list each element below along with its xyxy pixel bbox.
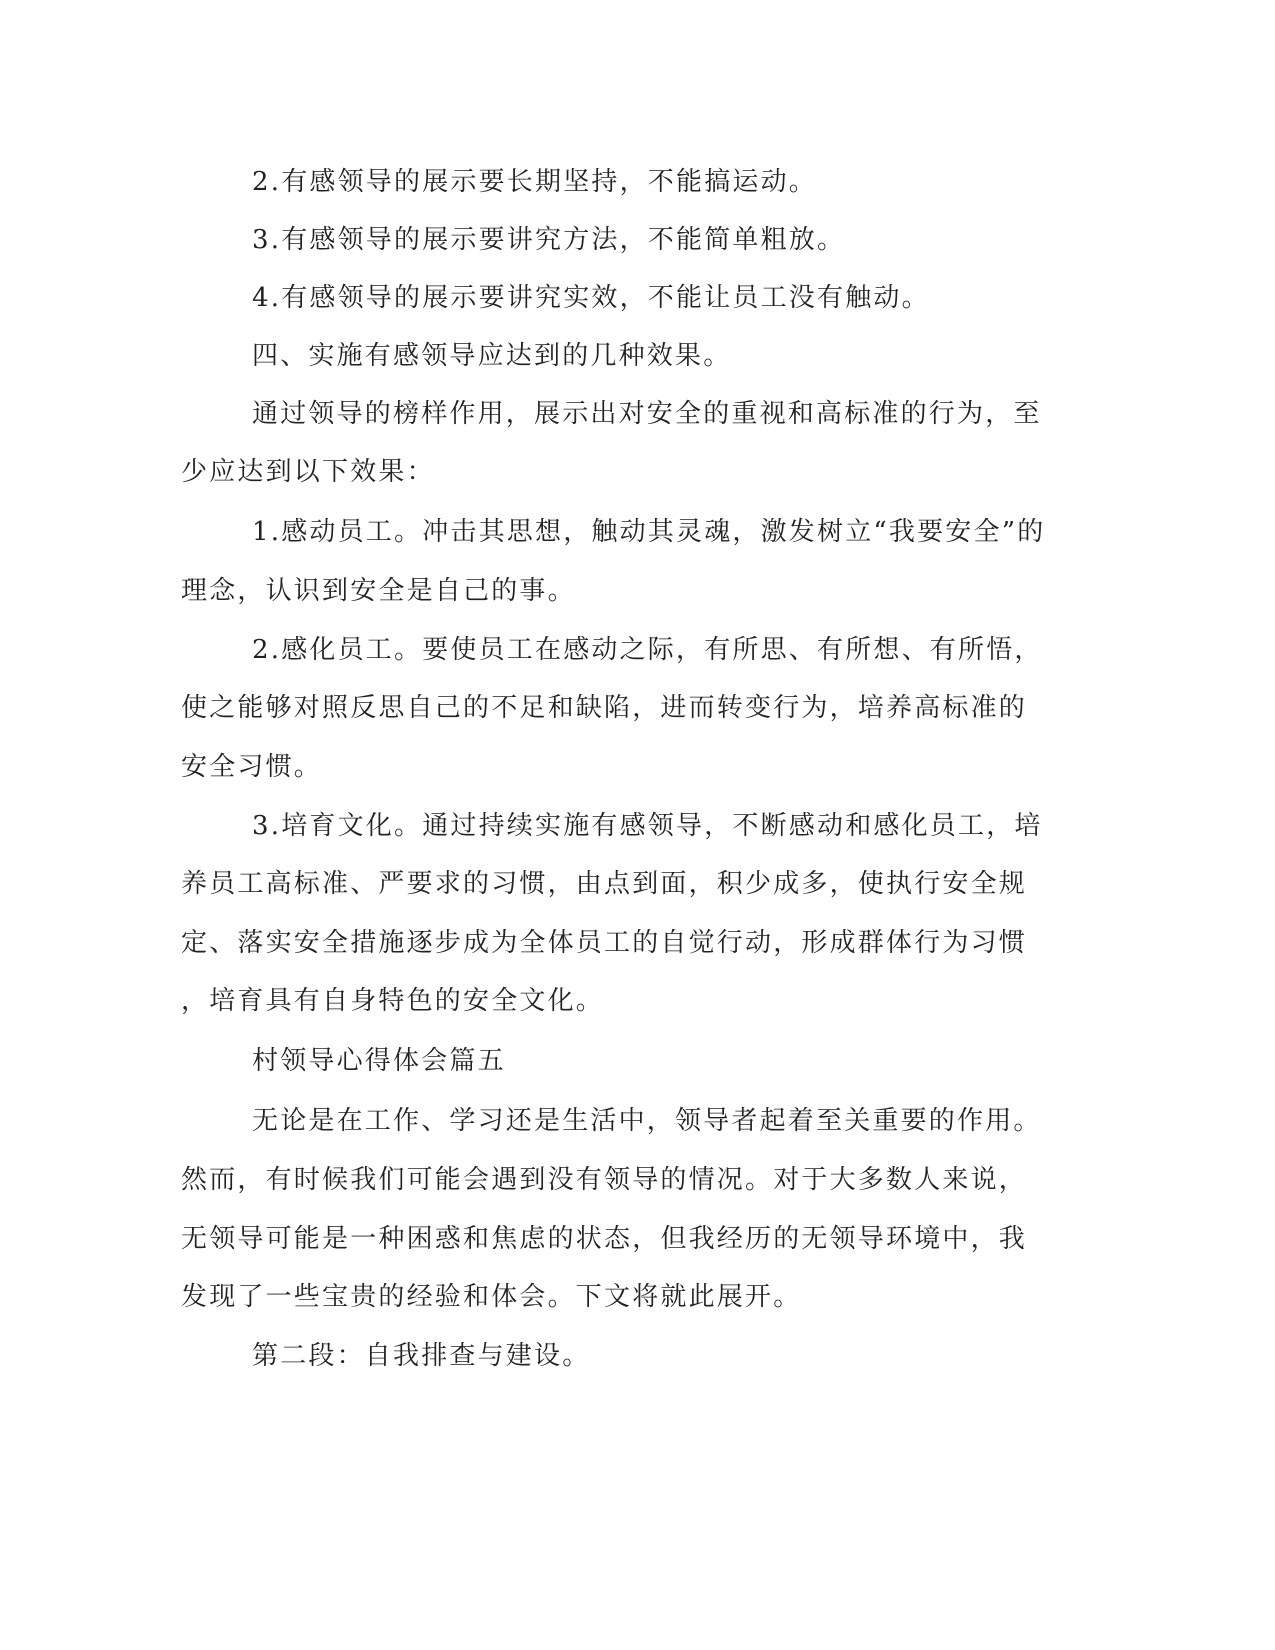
paragraph-line: 理念，认识到安全是自己的事。 — [181, 576, 576, 606]
section-heading: 第二段：自我排查与建设。 — [252, 1341, 591, 1371]
paragraph-line: 使之能够对照反思自己的不足和缺陷，进而转变行为，培养高标准的 — [181, 693, 1028, 723]
section-title: 村领导心得体会篇五 — [252, 1046, 506, 1076]
paragraph-line: 定、落实安全措施逐步成为全体员工的自觉行动，形成群体行为习惯 — [181, 928, 1028, 958]
paragraph-line: ，培育具有自身特色的安全文化。 — [181, 986, 605, 1016]
paragraph-line: 安全习惯。 — [181, 752, 323, 782]
paragraph-line: 发现了一些宝贵的经验和体会。下文将就此展开。 — [181, 1282, 802, 1312]
paragraph-line: 无论是在工作、学习还是生活中，领导者起着至关重要的作用。 — [252, 1106, 1042, 1136]
paragraph-line: 3.有感领导的展示要讲究方法，不能简单粗放。 — [252, 225, 846, 255]
paragraph-line: 1.感动员工。冲击其思想，触动其灵魂，激发树立“我要安全”的 — [252, 517, 1046, 547]
paragraph-line: 3.培育文化。通过持续实施有感领导，不断感动和感化员工，培 — [252, 811, 1043, 841]
paragraph-line: 无领导可能是一种困惑和焦虑的状态，但我经历的无领导环境中，我 — [181, 1224, 1028, 1254]
paragraph-line: 通过领导的榜样作用，展示出对安全的重视和高标准的行为，至 — [252, 399, 1042, 429]
section-heading: 四、实施有感领导应达到的几种效果。 — [252, 341, 732, 371]
paragraph-line: 然而，有时候我们可能会遇到没有领导的情况。对于大多数人来说， — [181, 1165, 1028, 1195]
paragraph-line: 2.有感领导的展示要长期坚持，不能搞运动。 — [252, 167, 818, 197]
paragraph-line: 少应达到以下效果： — [181, 457, 435, 487]
paragraph-line: 2.感化员工。要使员工在感动之际，有所思、有所想、有所悟， — [252, 635, 1043, 665]
paragraph-line: 养员工高标准、严要求的习惯，由点到面，积少成多，使执行安全规 — [181, 869, 1028, 899]
paragraph-line: 4.有感领导的展示要讲究实效，不能让员工没有触动。 — [252, 283, 930, 313]
